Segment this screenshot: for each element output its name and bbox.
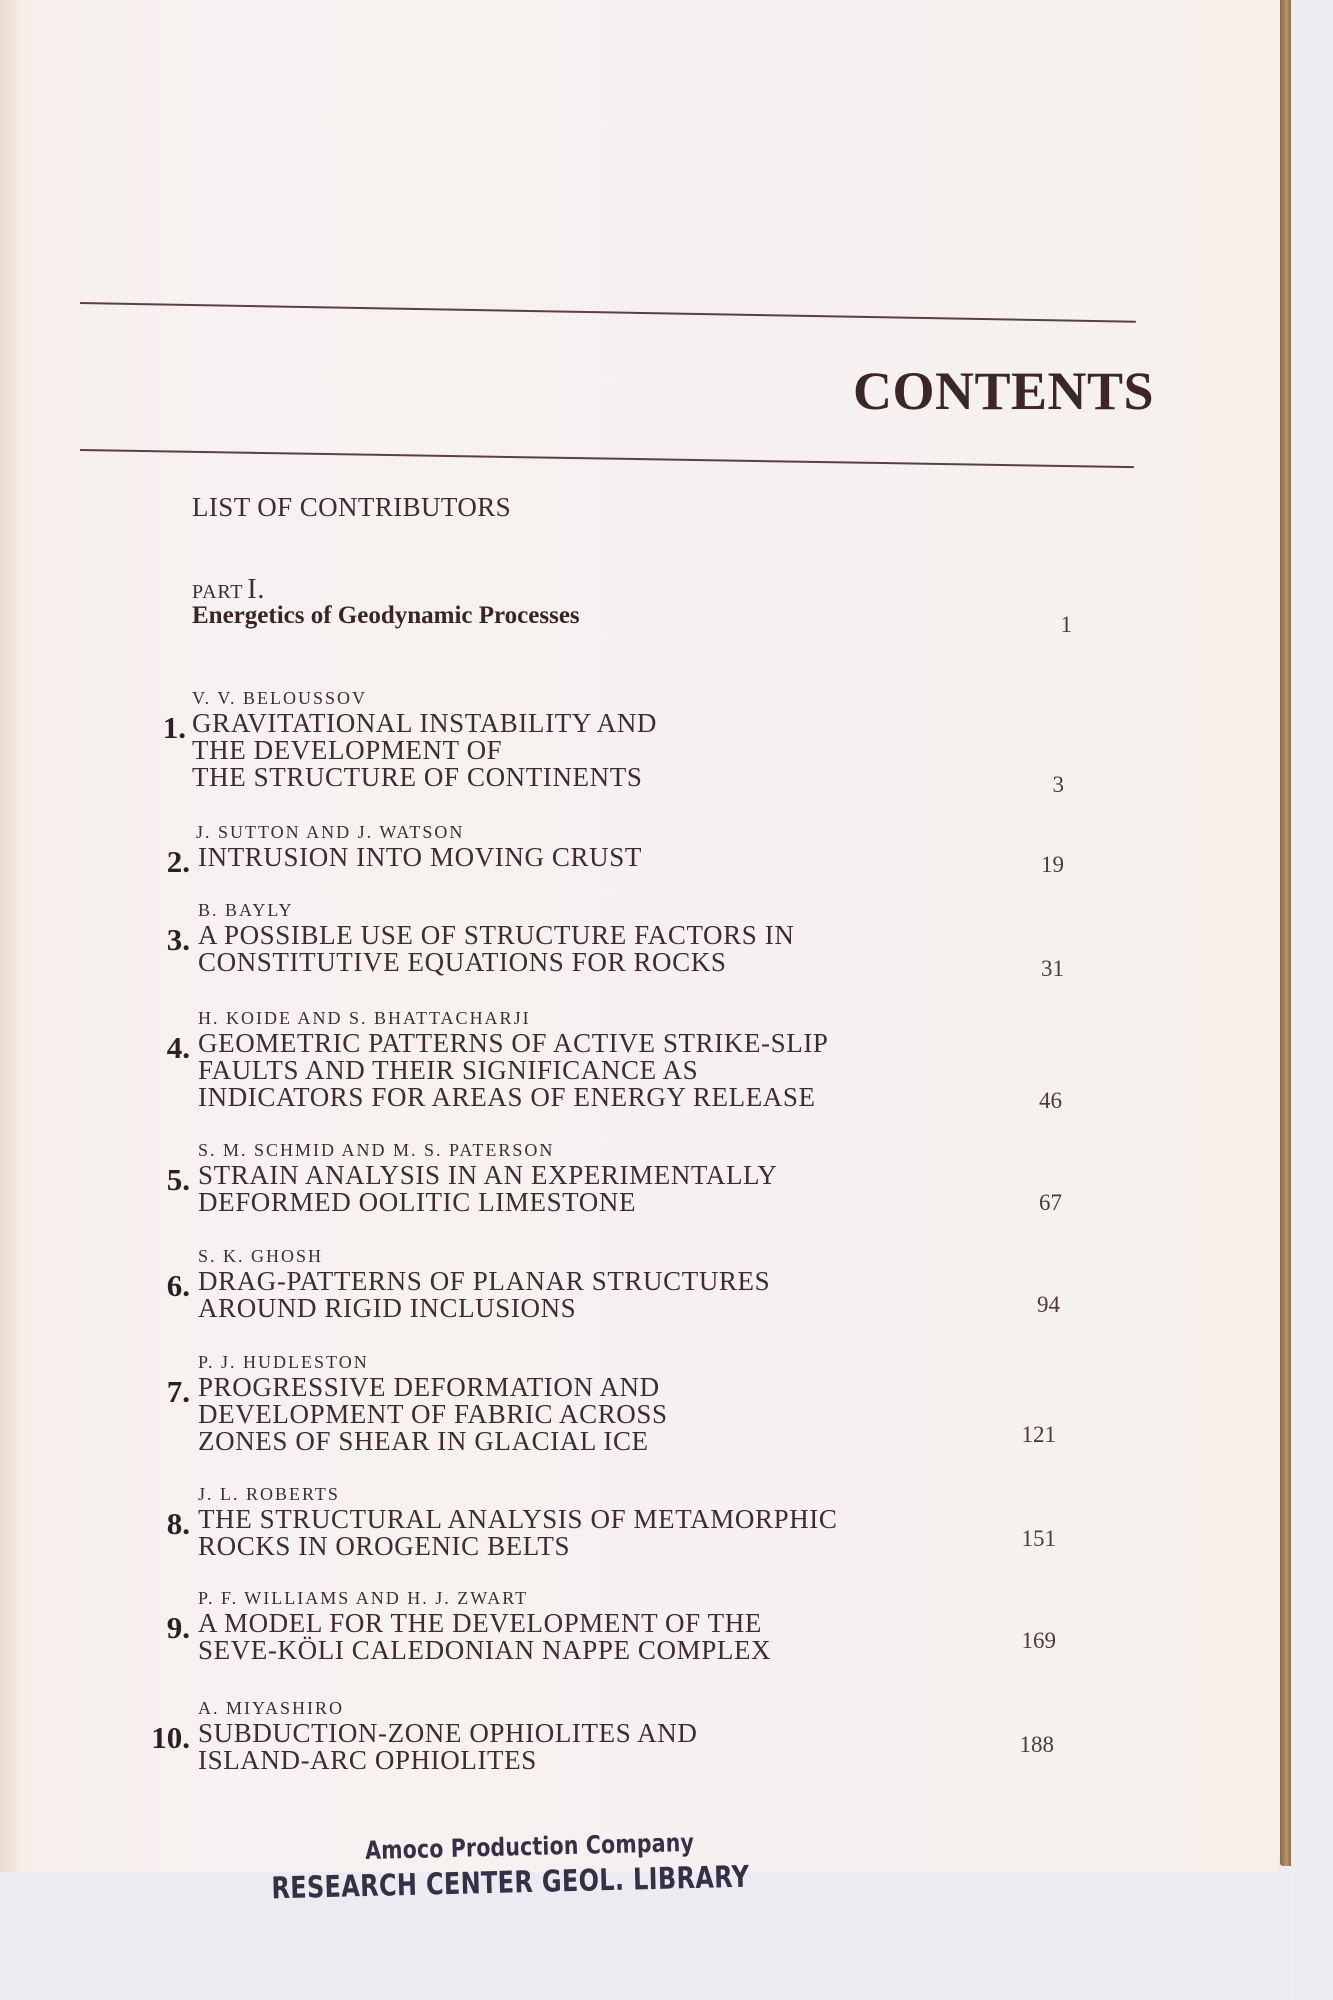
chapter-number: 3. [166, 922, 190, 957]
chapter-page-number: 94 [1037, 1292, 1060, 1317]
chapter-number: 6. [166, 1268, 190, 1303]
chapter-author: P. F. WILLIAMS AND H. J. ZWART [198, 1588, 529, 1608]
chapter-author: H. KOIDE AND S. BHATTACHARJI [198, 1008, 531, 1028]
chapter-number: 5. [166, 1162, 190, 1197]
chapter-author: V. V. BELOUSSOV [192, 688, 368, 708]
chapter-author: B. BAYLY [198, 900, 294, 920]
chapter-page-number: 169 [1021, 1628, 1056, 1653]
chapter-title: INTRUSION INTO MOVING CRUST [198, 842, 642, 872]
chapter-title: DRAG-PATTERNS OF PLANAR STRUCTURES AROUND RIGID INCLUSIONS [198, 1266, 771, 1323]
chapter-author: J. L. ROBERTS [198, 1484, 340, 1504]
chapter-author: S. M. SCHMID AND M. S. PATERSON [198, 1140, 555, 1160]
top-divider-rule [80, 302, 1136, 323]
page-title: CONTENTS [853, 361, 1155, 421]
page-gutter-shadow [0, 0, 24, 1872]
chapter-title: THE STRUCTURAL ANALYSIS OF METAMORPHIC ROCKS IN OROGENIC BELTS [198, 1504, 838, 1561]
background-surface [1291, 0, 1333, 2000]
chapter-title: GRAVITATIONAL INSTABILITY AND THE DEVELOPMENT OF THE STRUCTURE OF CONTINENTS [192, 708, 658, 792]
library-stamp [249, 1825, 810, 1907]
part-word: PART [192, 581, 244, 603]
part-numeral: I. [247, 574, 266, 605]
chapter-page-number: 67 [1039, 1190, 1062, 1215]
chapter-number: 9. [166, 1610, 190, 1645]
chapter-title: A MODEL FOR THE DEVELOPMENT OF THE SEVE-KÖLI CALEDONIAN NAPPE COMPLEX [198, 1608, 772, 1665]
chapter-author: P. J. HUDLESTON [198, 1352, 369, 1372]
chapter-author: J. SUTTON AND J. WATSON [196, 822, 465, 842]
book-gilt-edge [1280, 0, 1291, 1866]
chapter-page-number: 19 [1041, 852, 1064, 877]
chapter-number: 8. [166, 1506, 190, 1541]
chapter-page-number: 46 [1039, 1088, 1062, 1113]
chapter-author: S. K. GHOSH [198, 1246, 324, 1266]
list-of-contributors-link[interactable]: LIST OF CONTRIBUTORS [192, 492, 512, 522]
bottom-divider-rule [80, 449, 1134, 468]
chapter-number: 2. [166, 844, 190, 879]
chapter-page-number: 188 [1019, 1732, 1054, 1757]
chapter-page-number: 3 [1052, 772, 1064, 797]
chapter-number: 4. [166, 1030, 190, 1065]
part-title[interactable]: Energetics of Geodynamic Processes [192, 602, 580, 629]
chapter-page-number: 151 [1021, 1526, 1056, 1551]
part-page-number: 1 [1060, 612, 1072, 637]
chapter-author: A. MIYASHIRO [198, 1698, 345, 1718]
chapter-page-number: 121 [1021, 1422, 1056, 1447]
chapter-number: 10. [151, 1720, 190, 1755]
chapter-title: GEOMETRIC PATTERNS OF ACTIVE STRIKE-SLIP FAULTS AND THEIR SIGNIFICANCE AS INDICATORS FOR AREAS OF ENERGY RELEASE [198, 1028, 829, 1112]
chapter-title: A POSSIBLE USE OF STRUCTURE FACTORS IN CONSTITUTIVE EQUATIONS FOR ROCKS [198, 920, 795, 977]
stamp-company: Amoco Production Company [364, 1827, 695, 1866]
chapter-page-number: 31 [1041, 956, 1064, 981]
chapter-number: 1. [162, 710, 186, 745]
chapter-title: SUBDUCTION-ZONE OPHIOLITES AND ISLAND-ARC OPHIOLITES [198, 1718, 698, 1775]
stamp-library: RESEARCH CENTER GEOL. LIBRARY [271, 1859, 750, 1907]
chapter-title: PROGRESSIVE DEFORMATION AND DEVELOPMENT OF FABRIC ACROSS ZONES OF SHEAR IN GLACIAL ICE [198, 1372, 668, 1456]
chapter-title: STRAIN ANALYSIS IN AN EXPERIMENTALLY DEFORMED OOLITIC LIMESTONE [198, 1160, 778, 1217]
chapter-number: 7. [166, 1374, 190, 1409]
